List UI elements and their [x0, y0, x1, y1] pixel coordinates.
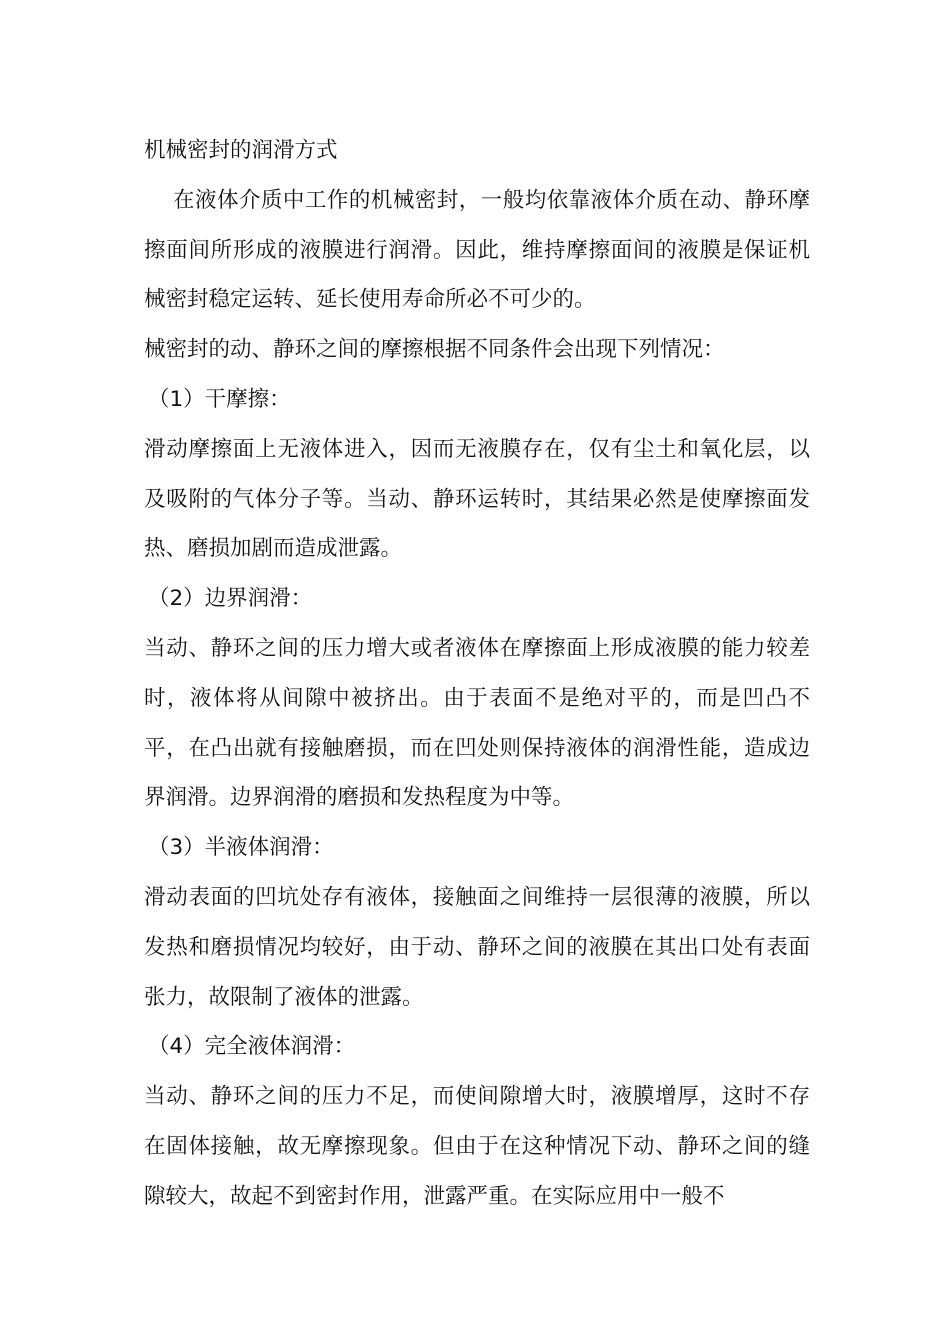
document-body — [144, 126, 810, 1222]
section-heading-dry-friction: （1）干摩擦： — [148, 386, 291, 412]
section-heading-boundary-lubrication: （2）边界润滑： — [148, 586, 313, 612]
section-body-dry-friction: 滑动摩擦面上无液体进入，因而无液膜存在，仅有尘土和氧化层，以及吸附的气体分子等。当动、静环运转时，其结果必然是使摩擦面发热、磨损加剧而造成泄露。 — [144, 436, 810, 562]
section-heading-full-fluid-lubrication: （4）完全液体润滑： — [148, 1034, 356, 1060]
section-heading-semi-fluid-lubrication: （3）半液体润滑： — [148, 835, 334, 861]
intro-paragraph: 在液体介质中工作的机械密封，一般均依靠液体介质在动、静环摩擦面间所形成的液膜进行润滑。因此，维持摩擦面间的液膜是保证机械密封稳定运转、延长使用寿命所必不可少的。 — [144, 187, 810, 313]
lead-paragraph: 械密封的动、静环之间的摩擦根据不同条件会出现下列情况： — [144, 337, 725, 363]
document-title: 机械密封的润滑方式 — [144, 138, 338, 163]
section-body-full-fluid-lubrication: 当动、静环之间的压力不足，而使间隙增大时，液膜增厚，这时不存在固体接触，故无摩擦现象。但由于在这种情况下动、静环之间的缝隙较大，故起不到密封作用，泄露严重。在实际应用中一般不 — [144, 1084, 810, 1209]
section-body-boundary-lubrication: 当动、静环之间的压力增大或者液体在摩擦面上形成液膜的能力较差时，液体将从间隙中被挤出。由于表面不是绝对平的，而是凹凸不平，在凸出就有接触磨损，而在凹处则保持液体的润滑性能，造成边界润滑。边界润滑的磨损和发热程度为中等。 — [144, 635, 810, 811]
section-body-semi-fluid-lubrication: 滑动表面的凹坑处存有液体，接触面之间维持一层很薄的液膜，所以发热和磨损情况均较好，由于动、静环之间的液膜在其出口处有表面张力，故限制了液体的泄露。 — [144, 884, 810, 1010]
